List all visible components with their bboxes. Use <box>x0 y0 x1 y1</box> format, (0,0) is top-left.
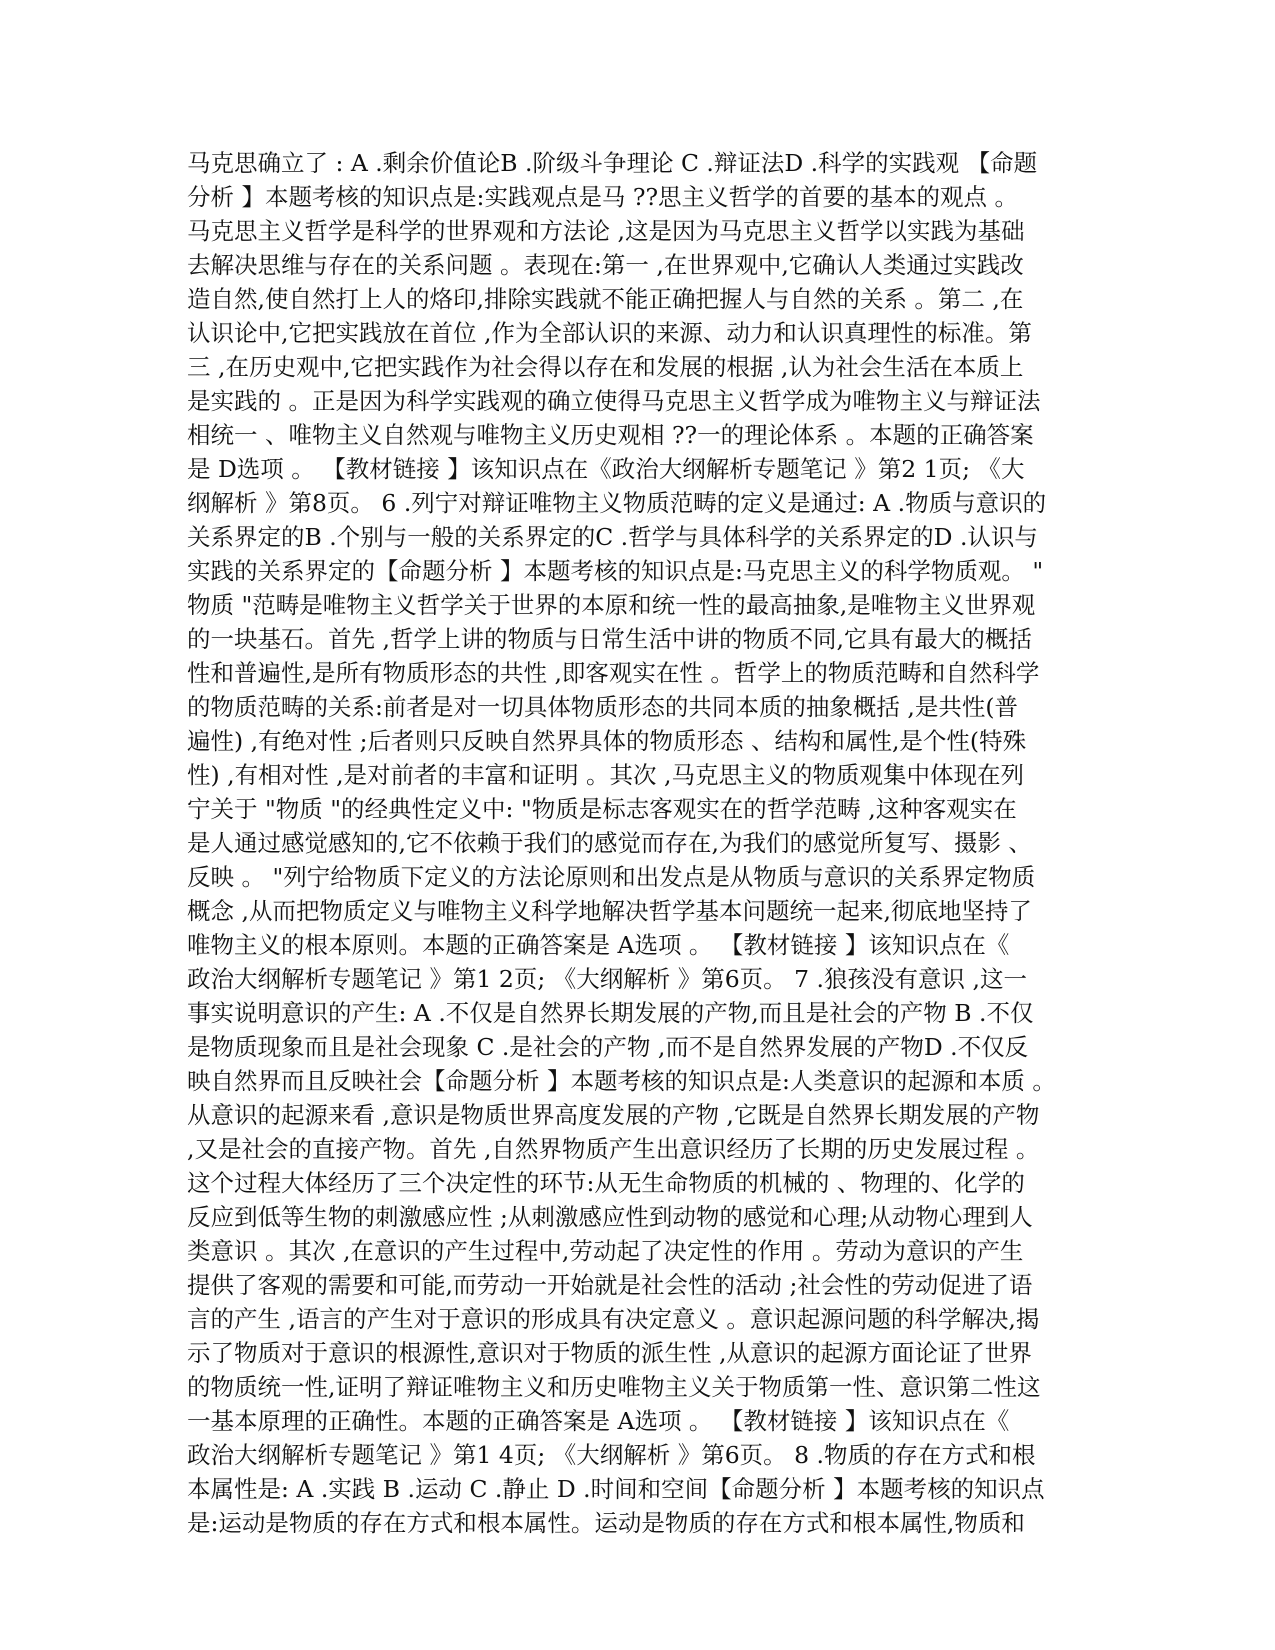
text-line: 是人通过感觉感知的,它不依赖于我们的感觉而存在,为我们的感觉所复写、摄影 、 <box>187 829 1032 857</box>
text-line: 唯物主义的根本原则。本题的正确答案是 A选项 。 【教材链接 】该知识点在《 <box>187 931 1010 959</box>
text-line: 物质 "范畴是唯物主义哲学关于世界的本原和统一性的最高抽象,是唯物主义世界观 <box>187 591 1036 619</box>
text-line: 性和普遍性,是所有物质形态的共性 ,即客观实在性 。哲学上的物质范畴和自然科学 <box>187 659 1040 687</box>
text-line: 的物质范畴的关系:前者是对一切具体物质形态的共同本质的抽象概括 ,是共性(普 <box>187 693 1019 721</box>
text-line: 是 D选项 。 【教材链接 】该知识点在《政治大纲解析专题笔记 》第2 1页; 《大 <box>187 455 1025 483</box>
text-line: 宁关于 "物质 "的经典性定义中: "物质是标志客观实在的哲学范畴 ,这种客观实在 <box>187 795 1017 823</box>
text-line: 遍性) ,有绝对性 ;后者则只反映自然界具体的物质形态 、结构和属性,是个性(特殊 <box>187 727 1027 755</box>
text-line: 事实说明意识的产生: A .不仅是自然界长期发展的产物,而且是社会的产物 B .不仅 <box>187 999 1034 1027</box>
text-line: 概念 ,从而把物质定义与唯物主义科学地解决哲学基本问题统一起来,彻底地坚持了 <box>187 897 1032 925</box>
text-line: 政治大纲解析专题笔记 》第1 4页; 《大纲解析 》第6页。 8 .物质的存在方式和根 <box>187 1441 1036 1469</box>
text-line: 政治大纲解析专题笔记 》第1 2页; 《大纲解析 》第6页。 7 .狼孩没有意识 ,这一 <box>187 965 1027 993</box>
text-line: 实践的关系界定的【命题分析 】本题考核的知识点是:马克思主义的科学物质观。 " <box>187 557 1044 585</box>
text-line: 去解决思维与存在的关系问题 。表现在:第一 ,在世界观中,它确认人类通过实践改 <box>187 251 1024 279</box>
body-text <box>187 146 1077 1540</box>
text-line: 是实践的 。正是因为科学实践观的确立使得马克思主义哲学成为唯物主义与辩证法 <box>187 387 1041 415</box>
text-line: 的一块基石。首先 ,哲学上讲的物质与日常生活中讲的物质不同,它具有最大的概括 <box>187 625 1032 653</box>
text-line: 纲解析 》第8页。 6 .列宁对辩证唯物主义物质范畴的定义是通过: A .物质与意识的 <box>187 489 1047 517</box>
text-line: 分析 】本题考核的知识点是:实践观点是马 ??思主义哲学的首要的基本的观点 。 <box>187 183 1019 211</box>
text-line: 是:运动是物质的存在方式和根本属性。运动是物质的存在方式和根本属性,物质和 <box>187 1509 1025 1537</box>
text-line: 一基本原理的正确性。本题的正确答案是 A选项 。 【教材链接 】该知识点在《 <box>187 1407 1010 1435</box>
text-line: 的物质统一性,证明了辩证唯物主义和历史唯物主义关于物质第一性、意识第二性这 <box>187 1373 1041 1401</box>
text-line: 是物质现象而且是社会现象 C .是社会的产物 ,而不是自然界发展的产物D .不仅反 <box>187 1033 1029 1061</box>
text-line: 类意识 。其次 ,在意识的产生过程中,劳动起了决定性的作用 。劳动为意识的产生 <box>187 1237 1024 1265</box>
text-line: 相统一 、唯物主义自然观与唯物主义历史观相 ??一的理论体系 。本题的正确答案 <box>187 421 1034 449</box>
text-line: 从意识的起源来看 ,意识是物质世界高度发展的产物 ,它既是自然界长期发展的产物 <box>187 1101 1040 1129</box>
text-line: 三 ,在历史观中,它把实践作为社会得以存在和发展的根据 ,认为社会生活在本质上 <box>187 353 1024 381</box>
text-line: 造自然,使自然打上人的烙印,排除实践就不能正确把握人与自然的关系 。第二 ,在 <box>187 285 1024 313</box>
text-line: 性) ,有相对性 ,是对前者的丰富和证明 。其次 ,马克思主义的物质观集中体现在列 <box>187 761 1024 789</box>
text-line: 认识论中,它把实践放在首位 ,作为全部认识的来源、动力和认识真理性的标准。第 <box>187 319 1032 347</box>
text-line: ,又是社会的直接产物。首先 ,自然界物质产生出意识经历了长期的历史发展过程 。 <box>187 1135 1040 1163</box>
text-line: 关系界定的B .个别与一般的关系界定的C .哲学与具体科学的关系界定的D .认识与 <box>187 523 1038 551</box>
text-line: 反映 。 "列宁给物质下定义的方法论原则和出发点是从物质与意识的关系界定物质 <box>187 863 1036 891</box>
text-line: 这个过程大体经历了三个决定性的环节:从无生命物质的机械的 、物理的、化学的 <box>187 1169 1025 1197</box>
text-line: 映自然界而且反映社会【命题分析 】本题考核的知识点是:人类意识的起源和本质 。 <box>187 1067 1056 1095</box>
text-line: 马克思主义哲学是科学的世界观和方法论 ,这是因为马克思主义哲学以实践为基础 <box>187 217 1025 245</box>
text-line: 马克思确立了 : A .剩余价值论B .阶级斗争理论 C .辩证法D .科学的实践观 【命题 <box>187 149 1038 177</box>
text-line: 言的产生 ,语言的产生对于意识的形成具有决定意义 。意识起源问题的科学解决,揭 <box>187 1305 1040 1333</box>
text-line: 反应到低等生物的刺激感应性 ;从刺激感应性到动物的感觉和心理;从动物心理到人 <box>187 1203 1033 1231</box>
text-line: 本属性是: A .实践 B .运动 C .静止 D .时间和空间【命题分析 】本题考核的知识点 <box>187 1475 1045 1503</box>
text-line: 提供了客观的需要和可能,而劳动一开始就是社会性的活动 ;社会性的劳动促进了语 <box>187 1271 1033 1299</box>
text-line: 示了物质对于意识的根源性,意识对于物质的派生性 ,从意识的起源方面论证了世界 <box>187 1339 1032 1367</box>
